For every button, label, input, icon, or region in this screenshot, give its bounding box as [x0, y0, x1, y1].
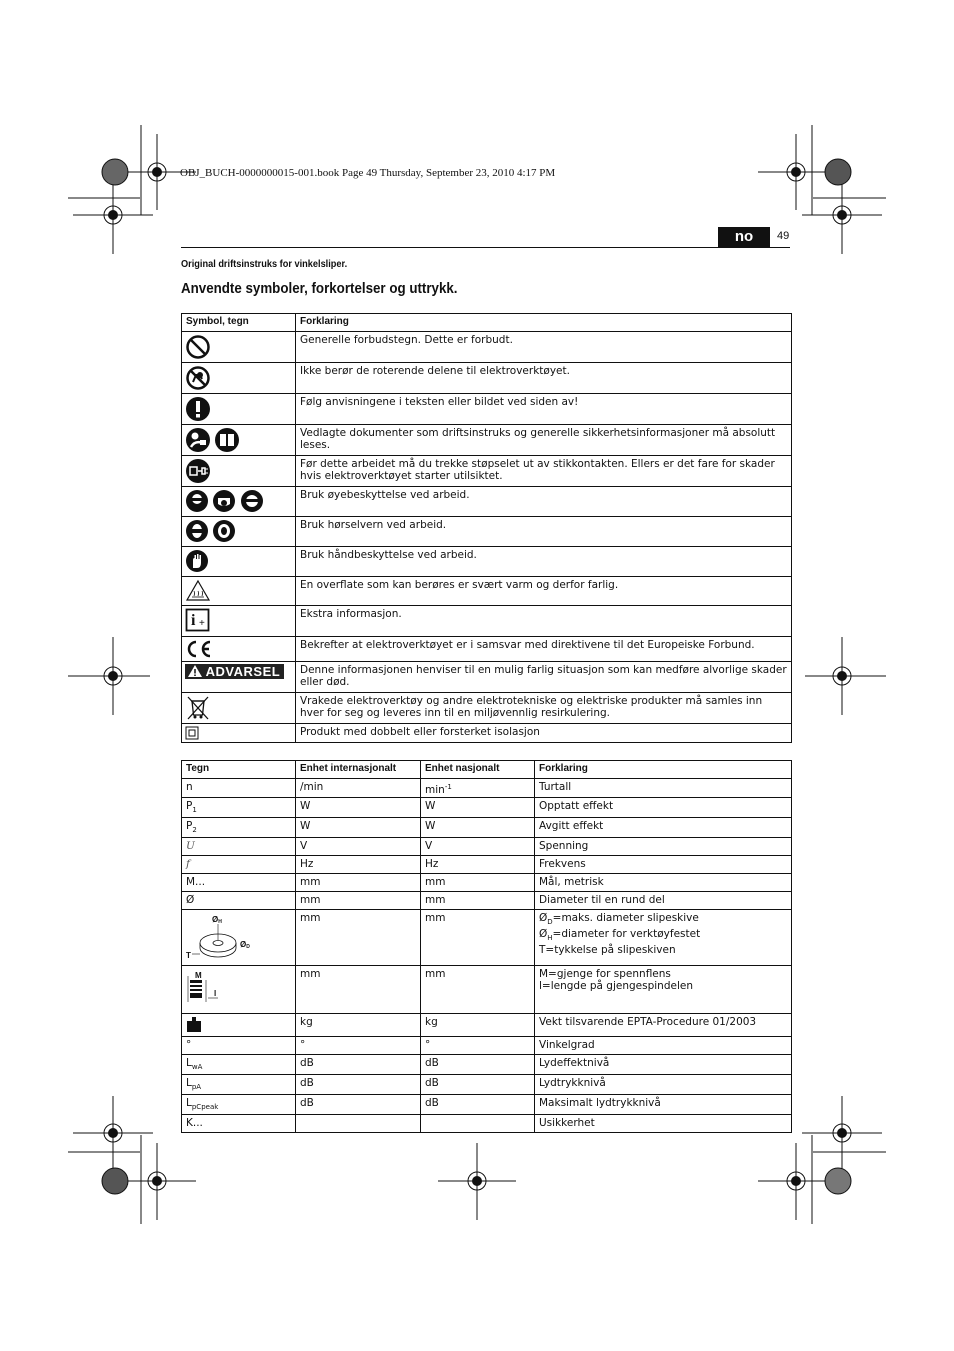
explanation-line: M=gjenge for spennflens: [539, 968, 671, 980]
diagram-label-m: M: [195, 971, 202, 980]
goggles-icon: [240, 489, 264, 513]
table-row: Generelle forbudstegn. Dette er forbudt.: [182, 332, 792, 363]
table-row: Bruk øyebeskyttelse ved arbeid.: [182, 487, 792, 517]
table-header-row: [182, 314, 792, 332]
column-header: Symbol, tegn: [182, 314, 296, 332]
table-row: kg kg Vekt tilsvarende EPTA-Procedure 01/2003: [182, 1014, 792, 1037]
language-tab: no: [718, 227, 770, 247]
diagram-label-oh: ØH: [212, 915, 222, 925]
do-not-touch-icon: [185, 365, 211, 391]
table-row: Bruk hørselvern ved arbeid.: [182, 517, 792, 547]
table-row: Bruk håndbeskyttelse ved arbeid.: [182, 547, 792, 577]
page-number: 49: [777, 230, 790, 242]
exclamation-icon: [185, 396, 211, 422]
diagram-label-t: T: [186, 951, 191, 960]
table-row: M l mm mm M=gjenge for spennflens l=lengde på gjengespindelen: [182, 966, 792, 1014]
table-row: n /min $\min^{-1}$ Turtall: [182, 779, 792, 798]
table-row: U V V Spenning: [182, 838, 792, 856]
symbols-table: [181, 313, 792, 743]
table-row: ADVARSEL Denne informasjonen henviser til en mulig farlig situasjon som kan medføre alvorlige skader eller død.: [182, 662, 792, 693]
ear-muffs-icon: [212, 519, 236, 543]
spindle-thread-diagram: [182, 966, 242, 1010]
table-row: f Hz Hz Frekvens: [182, 856, 792, 874]
face-shield-icon: [212, 489, 236, 513]
table-row: Før dette arbeidet må du trekke støpselet ut av stikkontakten. Ellers er det fare for skader hvis elektroverktøyet starter utilsiktet.: [182, 456, 792, 487]
svg-text:i: i: [191, 612, 196, 629]
weight-icon: [186, 1016, 202, 1032]
eye-protection-icon: [185, 489, 209, 513]
prohibition-icon: [185, 334, 211, 360]
table-row: Ikke berør de roterende delene til elektroverktøyet.: [182, 363, 792, 394]
book-icon: [214, 427, 240, 453]
table-row: ° ° ° Vinkelgrad: [182, 1037, 792, 1055]
ear-protection-icon: [185, 519, 209, 543]
explanation-line: T=tykkelse på slipeskiven: [539, 944, 676, 956]
diagram-label-od: ØD: [240, 940, 250, 950]
table-row: $L_{pA}$ dB dB Lydtrykknivå: [182, 1075, 792, 1095]
table-row: $P_2$ W W Avgitt effekt: [182, 818, 792, 838]
warning-badge: [185, 664, 284, 679]
info-icon: [185, 608, 211, 632]
warning-triangle-icon: [188, 665, 202, 677]
svg-text:+: +: [199, 618, 205, 629]
column-header: Forklaring: [535, 761, 792, 779]
read-manual-icon: [185, 427, 211, 453]
grinding-disc-diagram: [182, 910, 262, 962]
table-header-row: [182, 761, 792, 779]
section-heading: Anvendte symboler, forkortelser og uttrykk.: [181, 281, 458, 297]
table-row: ØH ØD T mm mm $Ø_D=maks$. diameter slipeskive $Ø_H=diameter$ for verktøyfestet T=tykkelse på slipeskiven: [182, 910, 792, 966]
header-rule: [181, 247, 790, 248]
column-header: Enhet internasjonalt: [296, 761, 421, 779]
table-row: M... mm mm Mål, metrisk: [182, 874, 792, 892]
table-row: Ø mm mm Diameter til en rund del: [182, 892, 792, 910]
table-row: i + Ekstra informasjon.: [182, 606, 792, 637]
document-subtitle: Original driftsinstruks for vinkelsliper.: [181, 259, 348, 270]
explanation-line: l=lengde på gjengespindelen: [539, 980, 693, 992]
table-row: En overflate som kan berøres er svært varm og derfor farlig.: [182, 577, 792, 606]
ce-mark-icon: [185, 639, 215, 659]
table-row: $L_{pCpeak}$ dB dB Maksimalt lydtrykknivå: [182, 1095, 792, 1115]
column-header: Enhet nasjonalt: [421, 761, 535, 779]
explanation-line: $Ø_H=diameter$ for verktøyfestet: [539, 928, 701, 942]
table-row: Følg anvisningene i teksten eller bildet ved siden av!: [182, 394, 792, 425]
diagram-label-l: l: [214, 989, 217, 998]
table-row: K... Usikkerhet: [182, 1115, 792, 1133]
unplug-icon: [185, 458, 211, 484]
warning-label: ADVARSEL: [205, 664, 281, 679]
column-header: Tegn: [182, 761, 296, 779]
table-row: Vedlagte dokumenter som driftsinstruks og generelle sikkerhetsinformasjoner må absolutt leses.: [182, 425, 792, 456]
book-info-line: OBJ_BUCH-0000000015-001.book Page 49 Thursday, September 23, 2010 4:17 PM: [180, 167, 556, 179]
crossed-bin-icon: [185, 695, 211, 721]
table-row: Produkt med dobbelt eller forsterket isolasjon: [182, 724, 792, 743]
explanation-line: $Ø_D=maks$. diameter slipeskive: [539, 912, 699, 926]
hot-surface-icon: [185, 579, 211, 603]
table-row: Bekrefter at elektroverktøyet er i samsvar med direktivene til det Europeiske Forbund.: [182, 637, 792, 662]
units-table: [181, 760, 792, 1133]
column-header: Forklaring: [296, 314, 792, 332]
double-insulation-icon: [185, 726, 199, 740]
gloves-icon: [185, 549, 209, 573]
table-row: $L_{wA}$ dB dB Lydeffektnivå: [182, 1055, 792, 1075]
table-row: Vrakede elektroverktøy og andre elektrotekniske og elektriske produkter må samles inn hver for seg og leveres inn til en miljøvennlig resirkulering.: [182, 693, 792, 724]
table-row: $P_1$ W W Opptatt effekt: [182, 798, 792, 818]
